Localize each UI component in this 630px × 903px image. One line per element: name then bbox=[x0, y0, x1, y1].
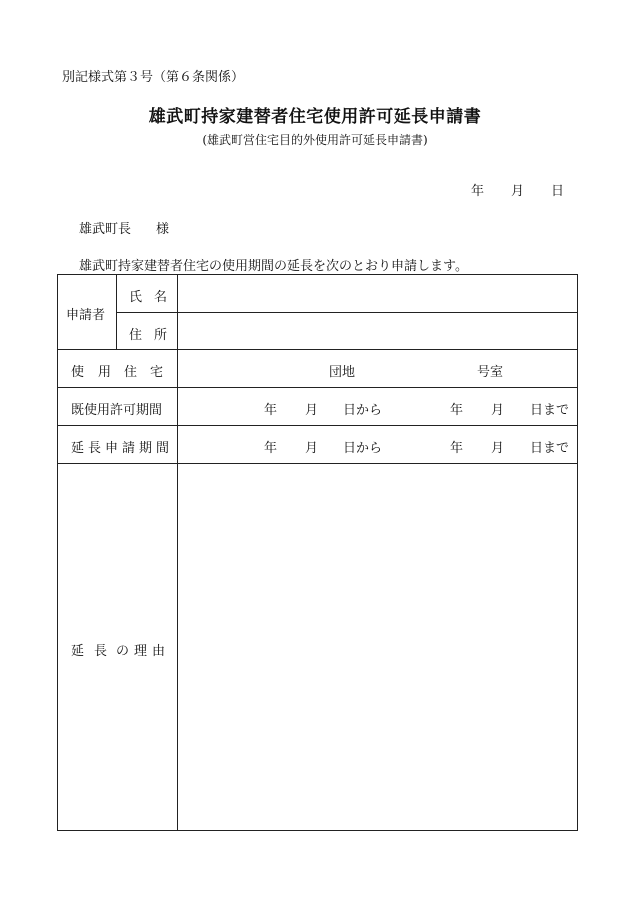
extension-period-label-5: 期 bbox=[139, 441, 153, 456]
residence-danchi-label: 団地 bbox=[329, 365, 356, 380]
extension-period-label-1: 延 bbox=[71, 441, 85, 456]
reason-label-5: 由 bbox=[152, 644, 166, 659]
existing-from-year: 年 bbox=[264, 403, 278, 418]
extension-to-day: 日まで bbox=[530, 441, 570, 456]
extension-period-label-6: 間 bbox=[156, 441, 170, 456]
existing-from-month: 月 bbox=[305, 403, 319, 418]
extension-from-month: 月 bbox=[305, 441, 319, 456]
address-label-1: 住 bbox=[129, 328, 143, 343]
name-label-1: 氏 bbox=[129, 290, 143, 305]
addressee-honorific: 様 bbox=[156, 222, 170, 237]
reason-label-4: 理 bbox=[134, 644, 148, 659]
reason-label-3: の bbox=[116, 644, 130, 659]
form-number: 別記様式第３号（第６条関係） bbox=[62, 70, 245, 85]
extension-from-year: 年 bbox=[264, 441, 278, 456]
table-border-left bbox=[57, 274, 58, 831]
extension-to-month: 月 bbox=[491, 441, 505, 456]
table-divider-applicant bbox=[116, 274, 117, 349]
table-divider-reason bbox=[57, 463, 578, 464]
document-title: 雄武町持家建替者住宅使用許可延長申請書 bbox=[148, 107, 482, 127]
applicant-label: 申請者 bbox=[66, 308, 106, 323]
table-divider-label-column bbox=[177, 274, 178, 831]
extension-period-label-4: 請 bbox=[122, 441, 136, 456]
addressee-name: 雄武町長 bbox=[79, 222, 132, 237]
address-label-2: 所 bbox=[154, 328, 168, 343]
name-field[interactable] bbox=[179, 275, 580, 313]
residence-label-2: 用 bbox=[98, 365, 112, 380]
reason-label-1: 延 bbox=[71, 644, 85, 659]
extension-from-day: 日から bbox=[343, 441, 383, 456]
residence-label-4: 宅 bbox=[150, 365, 164, 380]
existing-to-day: 日まで bbox=[530, 403, 570, 418]
table-divider-extension bbox=[57, 425, 578, 426]
existing-to-month: 月 bbox=[491, 403, 505, 418]
residence-room-label: 号室 bbox=[477, 365, 504, 380]
name-label-2: 名 bbox=[154, 290, 168, 305]
document-subtitle: (雄武町営住宅目的外使用許可延長申請書) bbox=[202, 133, 428, 147]
existing-from-day: 日から bbox=[343, 403, 383, 418]
reason-label-2: 長 bbox=[94, 644, 108, 659]
date-month-label: 月 bbox=[511, 184, 525, 199]
reason-field[interactable] bbox=[179, 465, 580, 833]
extension-to-year: 年 bbox=[450, 441, 464, 456]
date-day-label: 日 bbox=[551, 184, 565, 199]
existing-to-year: 年 bbox=[450, 403, 464, 418]
extension-period-label-3: 申 bbox=[105, 441, 119, 456]
date-year-label: 年 bbox=[471, 184, 485, 199]
existing-period-label: 既使用許可期間 bbox=[71, 403, 163, 418]
address-field[interactable] bbox=[179, 313, 580, 351]
residence-label-3: 住 bbox=[124, 365, 138, 380]
application-statement: 雄武町持家建替者住宅の使用期間の延長を次のとおり申請します。 bbox=[79, 259, 468, 274]
table-divider-existing bbox=[57, 387, 578, 388]
extension-period-label-2: 長 bbox=[88, 441, 102, 456]
residence-label-1: 使 bbox=[71, 365, 85, 380]
